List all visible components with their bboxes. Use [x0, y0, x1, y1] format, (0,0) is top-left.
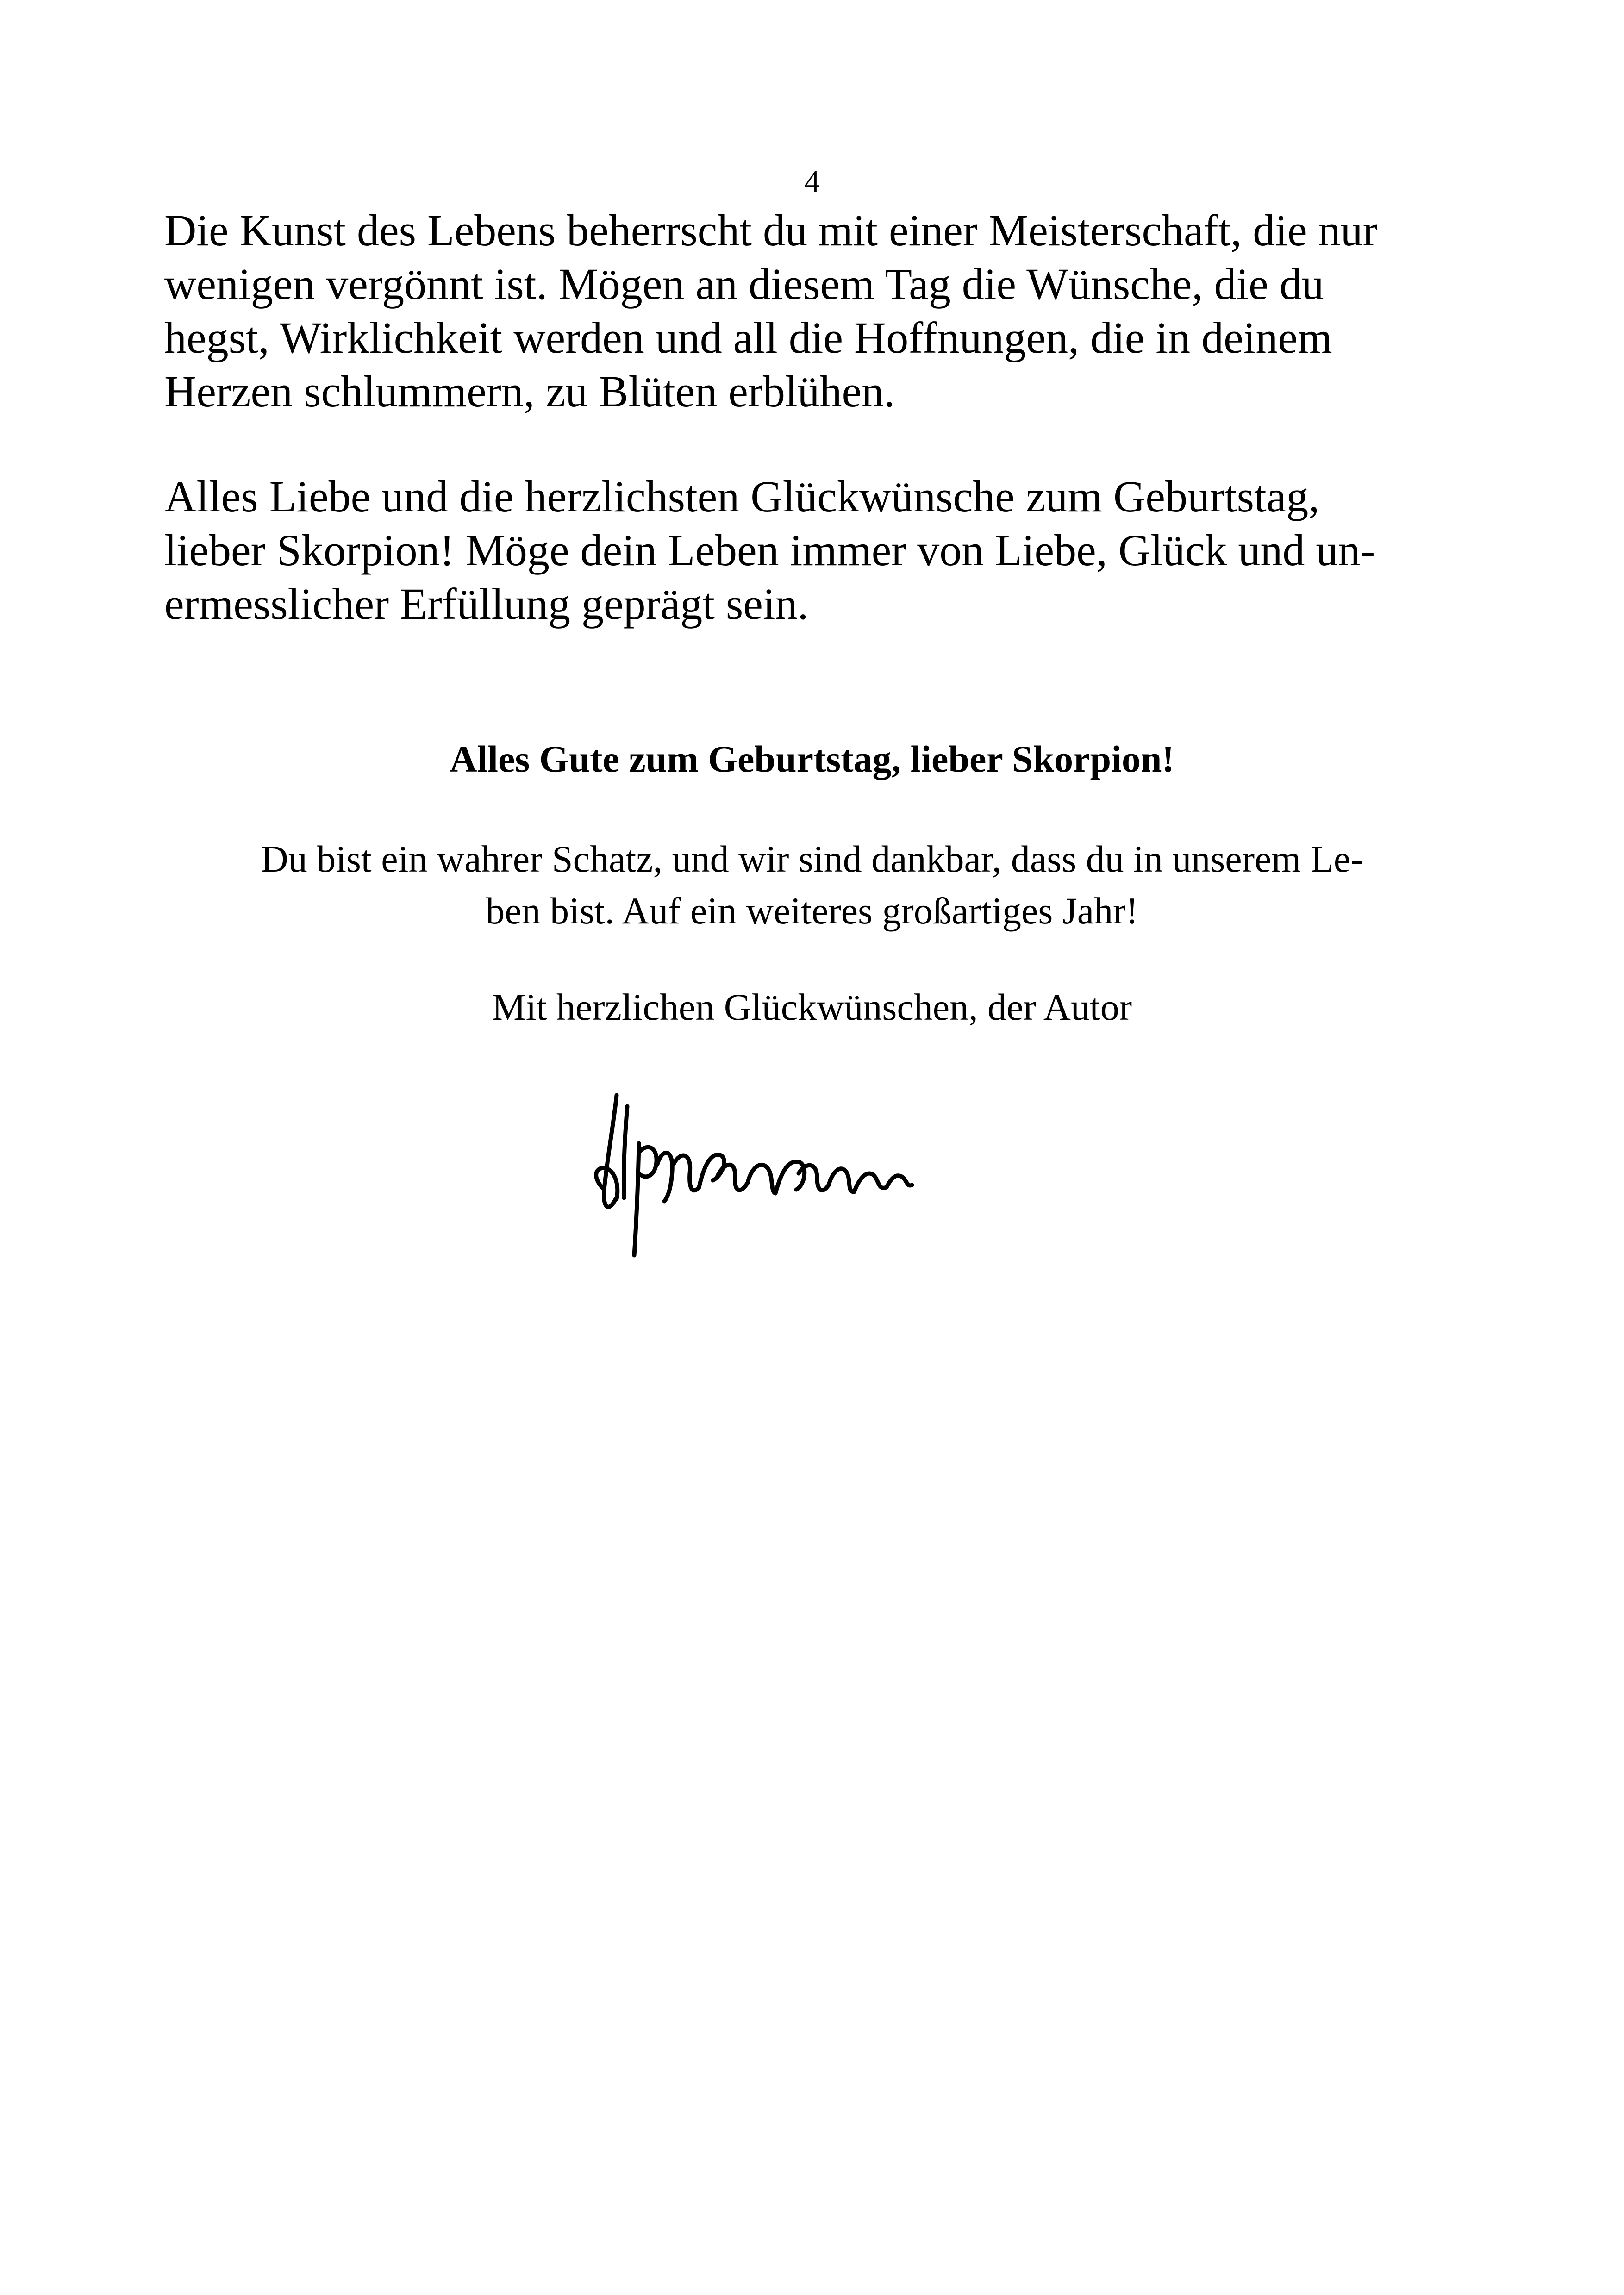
page-number: 4 [804, 164, 820, 199]
birthday-heading: Alles Gute zum Geburtstag, lieber Skorpion! [450, 738, 1174, 780]
signature-stroke [718, 1165, 748, 1190]
signature-stroke [829, 1169, 854, 1192]
author-signature [588, 1074, 940, 1259]
paragraph-line: Alles Liebe und die herzlichsten Glückwünsche zum Geburtstag, [164, 472, 1320, 521]
paragraph-line: wenigen vergönnt ist. Mögen an diesem Tag die Wünsche, die du [164, 259, 1324, 309]
signature-stroke [854, 1173, 887, 1192]
signature-stroke [775, 1162, 805, 1193]
signature-stroke [624, 1106, 627, 1198]
signature-stroke [639, 1147, 656, 1177]
signature-stroke [674, 1155, 699, 1191]
signoff-line: Mit herzlichen Glückwünschen, der Autor [492, 986, 1132, 1028]
closing-line: ben bist. Auf ein weiteres großartiges Jahr! [486, 890, 1138, 932]
closing-paragraph [0, 833, 1624, 937]
paragraph-line: ermesslicher Erfüllung geprägt sein. [164, 579, 809, 629]
paragraph-line: lieber Skorpion! Möge dein Leben immer von Liebe, Glück und un- [164, 525, 1375, 575]
paragraph-line: Die Kunst des Lebens beherrscht du mit einer Meisterschaft, die nur [164, 206, 1378, 255]
signature-stroke [657, 1153, 672, 1201]
paragraph-line: hegst, Wirklichkeit werden und all die Hoffnungen, die in deinem [164, 313, 1332, 362]
signature-stroke [748, 1165, 775, 1193]
paragraph-birthday-wishes [164, 470, 1461, 631]
closing-line: Du bist ein wahrer Schatz, und wir sind dankbar, dass du in unserem Le- [261, 838, 1363, 880]
signature-stroke [887, 1176, 912, 1187]
signature-stroke [634, 1143, 639, 1255]
paragraph-art-of-life [164, 204, 1461, 418]
paragraph-line: Herzen schlummern, zu Blüten erblühen. [164, 367, 895, 416]
